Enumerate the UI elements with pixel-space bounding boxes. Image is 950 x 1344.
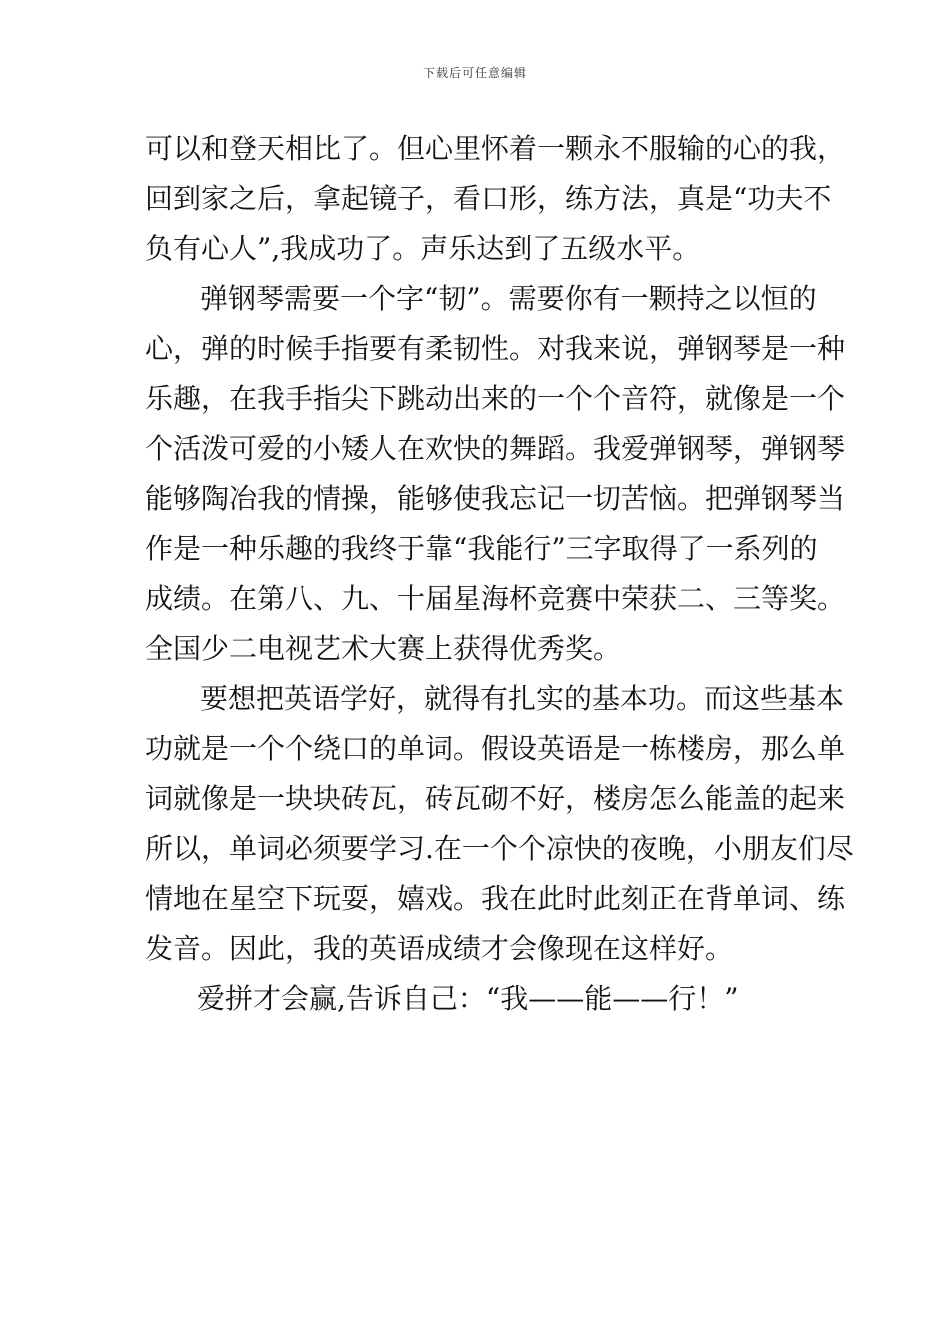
paragraph-2-line-7: 成绩。在第八、九、十届星海杯竞赛中荣获二、三等奖。 xyxy=(145,582,846,615)
paragraph-3-line-2: 功就是一个个绕口的单词。假设英语是一栋楼房，那么单 xyxy=(145,732,846,765)
paragraph-3-line-5: 情地在星空下玩耍，嬉戏。我在此时此刻正在背单词、练 xyxy=(145,882,846,915)
document-body xyxy=(145,124,854,1024)
paragraph-2-line-8: 全国少二电视艺术大赛上获得优秀奖。 xyxy=(145,632,622,665)
paragraph-2-line-2: 心，弹的时候手指要有柔韧性。对我来说，弹钢琴是一种 xyxy=(145,332,846,365)
paragraph-1-line-1: 可以和登天相比了。但心里怀着一颗永不服输的心的我， xyxy=(145,132,846,165)
paragraph-3-line-1: 要想把英语学好，就得有扎实的基本功。而这些基本 xyxy=(200,682,845,715)
paragraph-4-line-1: 爱拼才会赢,告诉自己：“我——能——行！” xyxy=(197,982,739,1015)
paragraph-2-line-3: 乐趣，在我手指尖下跳动出来的一个个音符，就像是一个 xyxy=(145,382,846,415)
page-header: 下载后可任意编辑 xyxy=(422,66,527,80)
paragraph-3-line-4: 所以，单词必须要学习.在一个个凉快的夜晚，小朋友们尽 xyxy=(145,832,854,865)
paragraph-3-line-6: 发音。因此，我的英语成绩才会像现在这样好。 xyxy=(145,932,734,965)
paragraph-1-line-2: 回到家之后，拿起镜子，看口形，练方法，真是“功夫不 xyxy=(145,182,832,215)
paragraph-2-line-6: 作是一种乐趣的我终于靠“我能行”三字取得了一系列的 xyxy=(145,532,818,565)
paragraph-2-line-5: 能够陶冶我的情操，能够使我忘记一切苦恼。把弹钢琴当 xyxy=(145,482,846,515)
paragraph-2-line-1: 弹钢琴需要一个字“韧”。需要你有一颗持之以恒的 xyxy=(200,282,817,315)
paragraph-2-line-4: 个活泼可爱的小矮人在欢快的舞蹈。我爱弹钢琴，弹钢琴 xyxy=(145,432,846,465)
paragraph-1-line-3: 负有心人”,我成功了。声乐达到了五级水平。 xyxy=(145,232,701,265)
paragraph-3-line-3: 词就像是一块块砖瓦，砖瓦砌不好，楼房怎么能盖的起来 xyxy=(145,782,846,815)
